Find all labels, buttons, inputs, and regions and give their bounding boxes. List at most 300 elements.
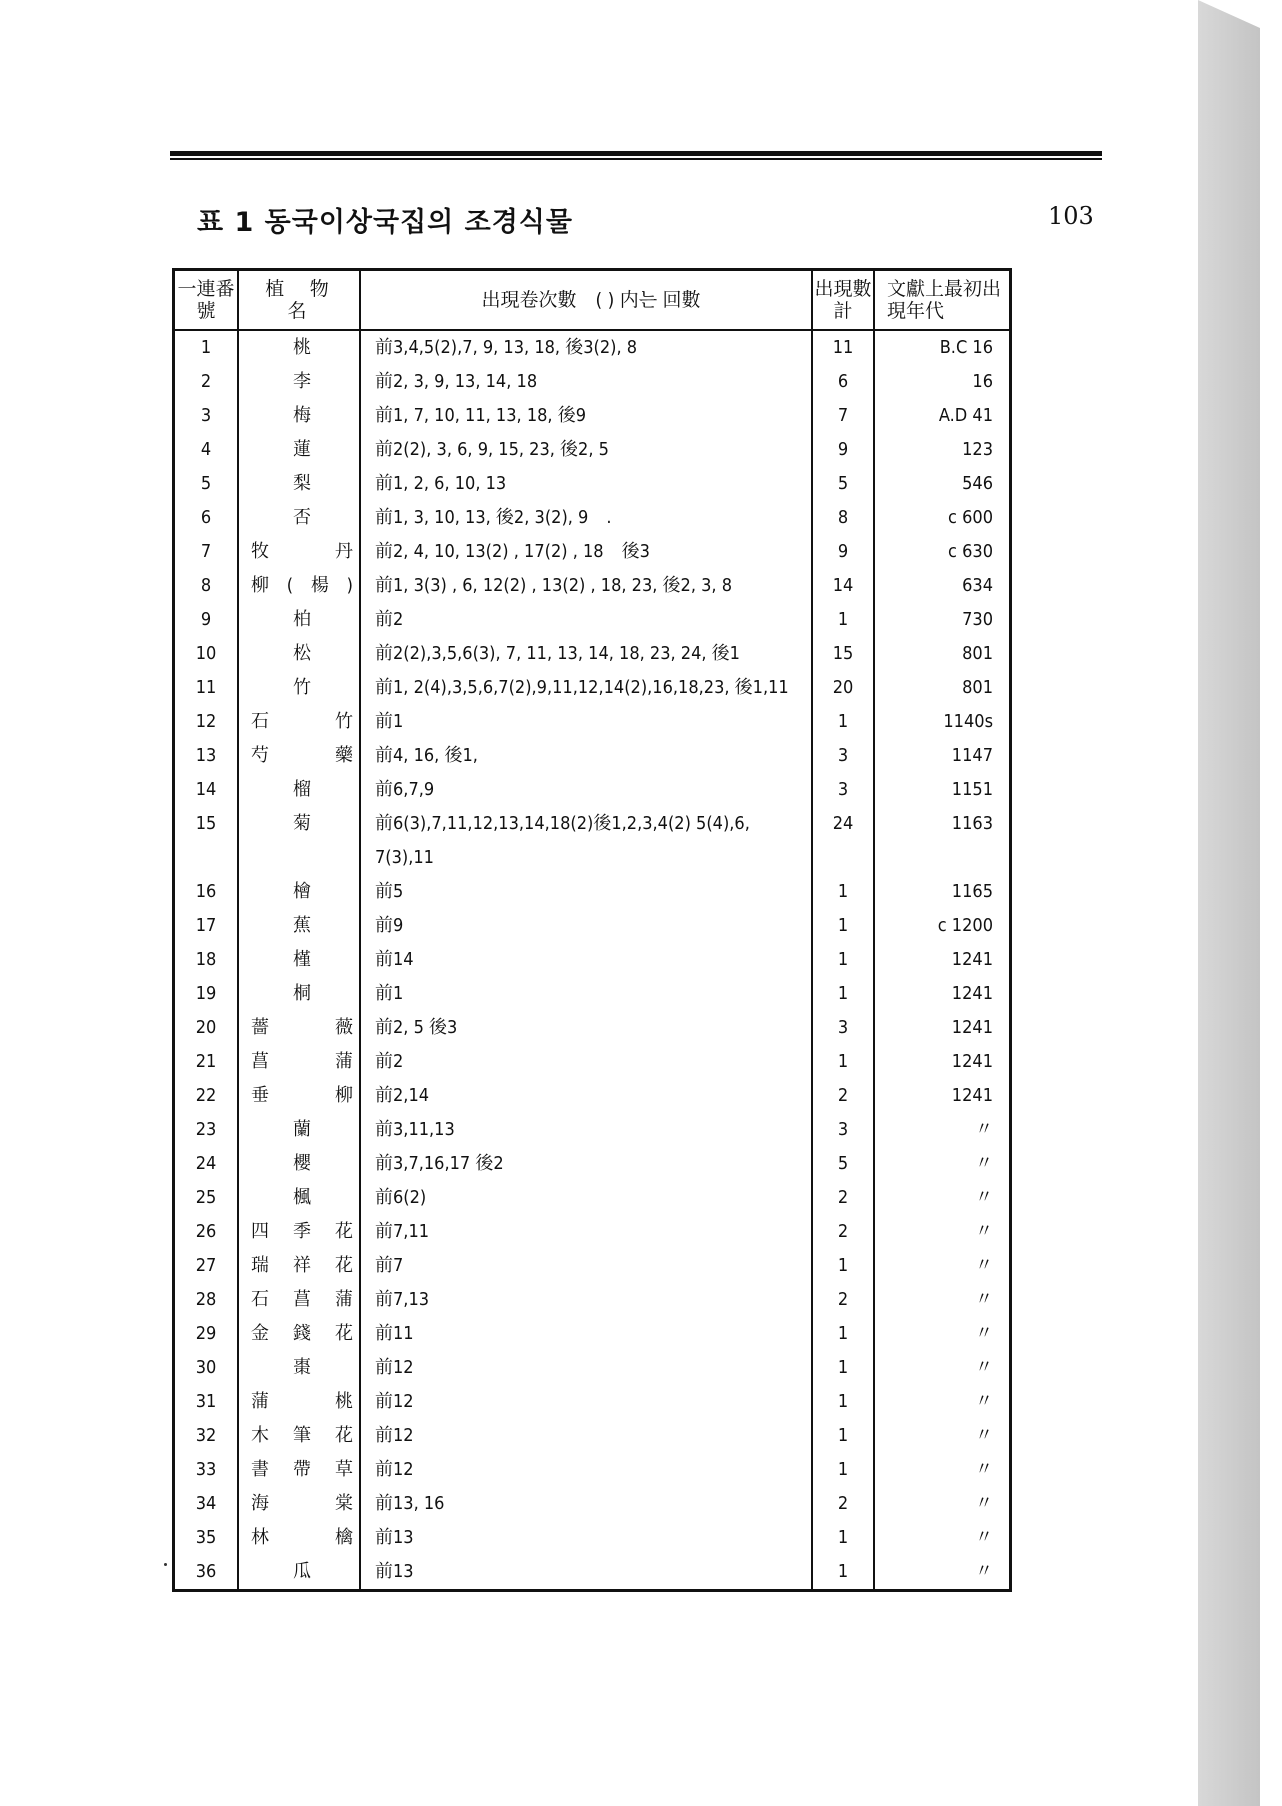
- row-number: 12: [195, 711, 217, 732]
- occurrence-count: 1: [837, 983, 849, 1004]
- row-number: 7: [200, 541, 212, 562]
- volume-list: 前4, 16, 後1,: [375, 745, 478, 766]
- volume-list-cell: [360, 569, 812, 603]
- table-row: [174, 1011, 1011, 1045]
- plant-name: 菊: [293, 813, 311, 834]
- plant-name: 榴: [293, 779, 311, 800]
- table-title: 표 1 동국이상국집의 조경식물: [197, 207, 573, 238]
- plant-name-cell: [238, 603, 360, 637]
- plant-name: 瑞祥花: [251, 1255, 353, 1276]
- table-row: [174, 773, 1011, 807]
- table-row: [174, 433, 1011, 467]
- plant-name-cell: [238, 1283, 360, 1317]
- plant-name-cell: [238, 1317, 360, 1351]
- occurrence-count: 8: [837, 507, 849, 528]
- row-number: 26: [195, 1221, 217, 1242]
- occurrence-count-cell: [812, 1453, 874, 1487]
- first-year-cell: [874, 943, 1011, 977]
- volume-list: 前1, 2(4),3,5,6,7(2),9,11,12,14(2),16,18,23, 後1,11: [375, 677, 789, 698]
- header-first-year: 文獻上最初出現年代: [874, 270, 1011, 331]
- plant-name: 書帶草: [251, 1459, 353, 1480]
- volume-list: 前2, 5 後3: [375, 1017, 458, 1038]
- volume-list: 前1: [375, 983, 404, 1004]
- occurrence-count-cell: [812, 943, 874, 977]
- plant-name: 桃: [293, 337, 311, 358]
- row-number-cell: [174, 671, 239, 705]
- first-year: 〃: [975, 1527, 993, 1548]
- plant-name-cell: [238, 501, 360, 535]
- plant-name: 梨: [293, 473, 311, 494]
- row-number-cell: [174, 1079, 239, 1113]
- first-year-cell: [874, 399, 1011, 433]
- volume-list-cell: [360, 807, 812, 875]
- occurrence-count: 3: [837, 745, 849, 766]
- row-number-cell: [174, 977, 239, 1011]
- plant-name-cell: [238, 909, 360, 943]
- table-row: [174, 1521, 1011, 1555]
- row-number: 22: [195, 1085, 217, 1106]
- occurrence-count: 3: [837, 779, 849, 800]
- volume-list: 前2(2), 3, 6, 9, 15, 23, 後2, 5: [375, 439, 609, 460]
- header-volumes: 出現卷次數 ( ) 内는 回數: [360, 270, 812, 331]
- row-number: 10: [195, 643, 217, 664]
- table-row: [174, 943, 1011, 977]
- row-number-cell: [174, 1487, 239, 1521]
- plant-name-cell: [238, 807, 360, 875]
- first-year-cell: [874, 1113, 1011, 1147]
- first-year-cell: [874, 909, 1011, 943]
- header-count: 出現數計: [812, 270, 874, 331]
- volume-list: 前1, 7, 10, 11, 13, 18, 後9: [375, 405, 587, 426]
- row-number: 2: [200, 371, 212, 392]
- table-row: [174, 637, 1011, 671]
- row-number-cell: [174, 1045, 239, 1079]
- plant-name-cell: [238, 1113, 360, 1147]
- plant-name-cell: [238, 1351, 360, 1385]
- first-year: 〃: [975, 1459, 993, 1480]
- volume-list: 前1: [375, 711, 404, 732]
- first-year-cell: [874, 1147, 1011, 1181]
- row-number-cell: [174, 807, 239, 875]
- occurrence-count: 6: [837, 371, 849, 392]
- table-row: [174, 1283, 1011, 1317]
- first-year-cell: [874, 1419, 1011, 1453]
- first-year: 1241: [951, 1051, 993, 1072]
- plant-name: 海棠: [251, 1493, 353, 1514]
- plant-name: 牧丹: [251, 541, 353, 562]
- first-year-cell: [874, 1317, 1011, 1351]
- occurrence-count-cell: [812, 1317, 874, 1351]
- row-number-cell: [174, 909, 239, 943]
- first-year-cell: [874, 433, 1011, 467]
- volume-list-cell: [360, 1385, 812, 1419]
- plant-name-cell: [238, 365, 360, 399]
- first-year-cell: [874, 467, 1011, 501]
- table-row: [174, 1079, 1011, 1113]
- first-year-cell: [874, 977, 1011, 1011]
- first-year: 〃: [975, 1357, 993, 1378]
- plant-name: 蓮: [293, 439, 311, 460]
- table-row: [174, 1147, 1011, 1181]
- row-number: 15: [195, 813, 217, 834]
- occurrence-count: 2: [837, 1085, 849, 1106]
- first-year: 1140s: [943, 711, 993, 732]
- plant-name-cell: [238, 637, 360, 671]
- row-number-cell: [174, 1181, 239, 1215]
- volume-list-cell: [360, 705, 812, 739]
- volume-list-cell: [360, 1249, 812, 1283]
- volume-list-cell: [360, 1521, 812, 1555]
- occurrence-count: 1: [837, 1323, 849, 1344]
- first-year: 〃: [975, 1561, 993, 1582]
- plant-name-cell: [238, 739, 360, 773]
- volume-list: 前13: [375, 1527, 414, 1548]
- occurrence-count-cell: [812, 603, 874, 637]
- occurrence-count: 1: [837, 1255, 849, 1276]
- row-number: 36: [195, 1561, 217, 1582]
- volume-list: 前7,13: [375, 1289, 430, 1310]
- first-year-cell: [874, 637, 1011, 671]
- first-year-cell: [874, 569, 1011, 603]
- plant-name: 否: [293, 507, 311, 528]
- header-plant-name: 植 物 名: [238, 270, 360, 331]
- row-number-cell: [174, 433, 239, 467]
- table-row: [174, 1045, 1011, 1079]
- page-number: 103: [1048, 202, 1094, 230]
- occurrence-count-cell: [812, 399, 874, 433]
- row-number: 34: [195, 1493, 217, 1514]
- table-row: [174, 977, 1011, 1011]
- row-number: 5: [200, 473, 212, 494]
- table-row: [174, 1453, 1011, 1487]
- row-number: 27: [195, 1255, 217, 1276]
- volume-list: 前5: [375, 881, 404, 902]
- first-year: 1151: [951, 779, 993, 800]
- row-number-cell: [174, 1385, 239, 1419]
- occurrence-count-cell: [812, 1283, 874, 1317]
- table-row: [174, 365, 1011, 399]
- occurrence-count-cell: [812, 535, 874, 569]
- volume-list-cell: [360, 1079, 812, 1113]
- first-year: 〃: [975, 1221, 993, 1242]
- first-year-cell: [874, 1079, 1011, 1113]
- occurrence-count-cell: [812, 1487, 874, 1521]
- occurrence-count: 14: [832, 575, 854, 596]
- row-number: 18: [195, 949, 217, 970]
- first-year-cell: [874, 1045, 1011, 1079]
- first-year-cell: [874, 807, 1011, 875]
- occurrence-count-cell: [812, 637, 874, 671]
- occurrence-count: 20: [832, 677, 854, 698]
- volume-list-cell: [360, 977, 812, 1011]
- row-number-cell: [174, 1351, 239, 1385]
- row-number-cell: [174, 739, 239, 773]
- occurrence-count-cell: [812, 433, 874, 467]
- first-year-cell: [874, 1249, 1011, 1283]
- row-number-cell: [174, 1249, 239, 1283]
- table-row: [174, 671, 1011, 705]
- first-year: 801: [962, 643, 993, 664]
- row-number-cell: [174, 1113, 239, 1147]
- plant-name: 櫻: [293, 1153, 311, 1174]
- row-number-cell: [174, 1011, 239, 1045]
- row-number: 3: [200, 405, 212, 426]
- header-rule: [170, 151, 1102, 156]
- plant-name: 松: [293, 643, 311, 664]
- volume-list: 前12: [375, 1425, 414, 1446]
- first-year-cell: [874, 875, 1011, 909]
- plant-name-cell: [238, 467, 360, 501]
- row-number: 13: [195, 745, 217, 766]
- occurrence-count: 2: [837, 1493, 849, 1514]
- plant-name-cell: [238, 1453, 360, 1487]
- row-number: 11: [195, 677, 217, 698]
- occurrence-count: 1: [837, 1459, 849, 1480]
- table-row: [174, 1181, 1011, 1215]
- volume-list-cell: [360, 1487, 812, 1521]
- first-year-cell: [874, 1555, 1011, 1591]
- first-year-cell: [874, 773, 1011, 807]
- row-number: 17: [195, 915, 217, 936]
- first-year: 〃: [975, 1425, 993, 1446]
- first-year-cell: [874, 1487, 1011, 1521]
- row-number: 9: [200, 609, 212, 630]
- plant-name-cell: [238, 1249, 360, 1283]
- occurrence-count: 1: [837, 1527, 849, 1548]
- row-number: 4: [200, 439, 212, 460]
- volume-list: 前11: [375, 1323, 414, 1344]
- row-number-cell: [174, 330, 239, 365]
- plant-name-cell: [238, 705, 360, 739]
- plant-name-cell: [238, 1011, 360, 1045]
- occurrence-count-cell: [812, 773, 874, 807]
- plant-name-cell: [238, 1385, 360, 1419]
- row-number-cell: [174, 773, 239, 807]
- plant-name: 薔薇: [251, 1017, 353, 1038]
- plant-name: 木筆花: [251, 1425, 353, 1446]
- plant-name-cell: [238, 1487, 360, 1521]
- volume-list: 前3,11,13: [375, 1119, 455, 1140]
- row-number: 8: [200, 575, 212, 596]
- plant-name: 梅: [293, 405, 311, 426]
- plant-name: 瓜: [293, 1561, 311, 1582]
- volume-list: 前7: [375, 1255, 404, 1276]
- table-row: [174, 1487, 1011, 1521]
- volume-list: 前1, 3, 10, 13, 後2, 3(2), 9 .: [375, 507, 612, 528]
- volume-list-cell: [360, 1181, 812, 1215]
- plant-name-cell: [238, 977, 360, 1011]
- plant-name-cell: [238, 1215, 360, 1249]
- occurrence-count-cell: [812, 1011, 874, 1045]
- occurrence-count: 1: [837, 915, 849, 936]
- plant-name: 楓: [293, 1187, 311, 1208]
- first-year: 〃: [975, 1119, 993, 1140]
- first-year: 730: [962, 609, 993, 630]
- volume-list: 前6(3),7,11,12,13,14,18(2)後1,2,3,4(2) 5(4),6, 7(3),11: [375, 813, 750, 868]
- volume-list-cell: [360, 535, 812, 569]
- plant-name: 四季花: [251, 1221, 353, 1242]
- table-row: [174, 705, 1011, 739]
- volume-list-cell: [360, 1351, 812, 1385]
- volume-list-cell: [360, 1317, 812, 1351]
- plant-name: 槿: [293, 949, 311, 970]
- plant-name: 垂柳: [251, 1085, 353, 1106]
- volume-list-cell: [360, 739, 812, 773]
- plant-name: 石竹: [251, 711, 353, 732]
- row-number-cell: [174, 501, 239, 535]
- row-number: 32: [195, 1425, 217, 1446]
- occurrence-count-cell: [812, 1147, 874, 1181]
- occurrence-count: 15: [832, 643, 854, 664]
- plant-name-cell: [238, 773, 360, 807]
- plant-name-cell: [238, 1079, 360, 1113]
- plant-name: 林檎: [251, 1527, 353, 1548]
- row-number: 31: [195, 1391, 217, 1412]
- volume-list-cell: [360, 1283, 812, 1317]
- plant-name-cell: [238, 1045, 360, 1079]
- plant-name: 蒲桃: [251, 1391, 353, 1412]
- row-number-cell: [174, 875, 239, 909]
- volume-list-cell: [360, 330, 812, 365]
- occurrence-count-cell: [812, 330, 874, 365]
- volume-list-cell: [360, 365, 812, 399]
- row-number: 20: [195, 1017, 217, 1038]
- first-year: 1241: [951, 1085, 993, 1106]
- volume-list-cell: [360, 1011, 812, 1045]
- first-year: 〃: [975, 1493, 993, 1514]
- volume-list-cell: [360, 501, 812, 535]
- occurrence-count-cell: [812, 467, 874, 501]
- table-row: [174, 1419, 1011, 1453]
- occurrence-count-cell: [812, 977, 874, 1011]
- occurrence-count-cell: [812, 1385, 874, 1419]
- plant-table: [172, 268, 1012, 1592]
- header-rule-thin: [170, 158, 1102, 160]
- occurrence-count: 9: [837, 541, 849, 562]
- first-year-cell: [874, 535, 1011, 569]
- volume-list: 前9: [375, 915, 404, 936]
- row-number-cell: [174, 1419, 239, 1453]
- row-number-cell: [174, 535, 239, 569]
- header-serial: 一連番號: [174, 270, 239, 331]
- table-row: [174, 1113, 1011, 1147]
- table-row: [174, 1249, 1011, 1283]
- volume-list: 前3,4,5(2),7, 9, 13, 18, 後3(2), 8: [375, 337, 638, 358]
- volume-list: 前14: [375, 949, 414, 970]
- first-year: 16: [972, 371, 993, 392]
- volume-list-cell: [360, 943, 812, 977]
- plant-name: 柏: [293, 609, 311, 630]
- volume-list-cell: [360, 1453, 812, 1487]
- table-row: [174, 501, 1011, 535]
- row-number: 21: [195, 1051, 217, 1072]
- occurrence-count-cell: [812, 1113, 874, 1147]
- occurrence-count-cell: [812, 807, 874, 875]
- occurrence-count-cell: [812, 1215, 874, 1249]
- table-row: [174, 467, 1011, 501]
- row-number-cell: [174, 1283, 239, 1317]
- row-number: 25: [195, 1187, 217, 1208]
- first-year: 1163: [951, 813, 993, 834]
- volume-list-cell: [360, 1045, 812, 1079]
- table-row: [174, 535, 1011, 569]
- first-year-cell: [874, 1215, 1011, 1249]
- occurrence-count: 3: [837, 1119, 849, 1140]
- first-year: A.D 41: [938, 405, 993, 426]
- occurrence-count: 3: [837, 1017, 849, 1038]
- plant-name-cell: [238, 399, 360, 433]
- volume-list-cell: [360, 671, 812, 705]
- row-number-cell: [174, 637, 239, 671]
- plant-name-cell: [238, 535, 360, 569]
- first-year-cell: [874, 1385, 1011, 1419]
- row-number-cell: [174, 943, 239, 977]
- volume-list: 前2, 3, 9, 13, 14, 18: [375, 371, 538, 392]
- volume-list: 前2,14: [375, 1085, 430, 1106]
- occurrence-count: 1: [837, 1561, 849, 1582]
- volume-list-cell: [360, 467, 812, 501]
- row-number-cell: [174, 1555, 239, 1591]
- volume-list-cell: [360, 603, 812, 637]
- volume-list: 前1, 3(3) , 6, 12(2) , 13(2) , 18, 23, 後2, 3, 8: [375, 575, 733, 596]
- table-row: [174, 1215, 1011, 1249]
- volume-list: 前13, 16: [375, 1493, 445, 1514]
- volume-list: 前12: [375, 1391, 414, 1412]
- table-row: [174, 1385, 1011, 1419]
- row-number-cell: [174, 1453, 239, 1487]
- first-year-cell: [874, 705, 1011, 739]
- volume-list: 前2: [375, 1051, 404, 1072]
- occurrence-count-cell: [812, 569, 874, 603]
- occurrence-count-cell: [812, 739, 874, 773]
- volume-list-cell: [360, 1215, 812, 1249]
- volume-list: 前13: [375, 1561, 414, 1582]
- plant-name-cell: [238, 1181, 360, 1215]
- first-year-cell: [874, 1181, 1011, 1215]
- occurrence-count: 2: [837, 1221, 849, 1242]
- first-year-cell: [874, 1011, 1011, 1045]
- volume-list: 前12: [375, 1459, 414, 1480]
- first-year: 801: [962, 677, 993, 698]
- occurrence-count-cell: [812, 1249, 874, 1283]
- plant-name-cell: [238, 1555, 360, 1591]
- first-year: 1165: [951, 881, 993, 902]
- table-row: [174, 1555, 1011, 1591]
- plant-name: 棗: [293, 1357, 311, 1378]
- volume-list-cell: [360, 1113, 812, 1147]
- speck: [164, 1563, 167, 1566]
- occurrence-count-cell: [812, 1045, 874, 1079]
- row-number-cell: [174, 1215, 239, 1249]
- occurrence-count: 5: [837, 473, 849, 494]
- plant-name-cell: [238, 1147, 360, 1181]
- plant-name-cell: [238, 1419, 360, 1453]
- occurrence-count: 7: [837, 405, 849, 426]
- volume-list-cell: [360, 875, 812, 909]
- first-year: c 600: [948, 507, 993, 528]
- plant-name-cell: [238, 433, 360, 467]
- first-year: 123: [962, 439, 993, 460]
- first-year-cell: [874, 671, 1011, 705]
- occurrence-count: 5: [837, 1153, 849, 1174]
- first-year: c 1200: [937, 915, 993, 936]
- first-year-cell: [874, 739, 1011, 773]
- plant-name: 桐: [293, 983, 311, 1004]
- occurrence-count-cell: [812, 705, 874, 739]
- occurrence-count-cell: [812, 1079, 874, 1113]
- row-number-cell: [174, 603, 239, 637]
- first-year-cell: [874, 1453, 1011, 1487]
